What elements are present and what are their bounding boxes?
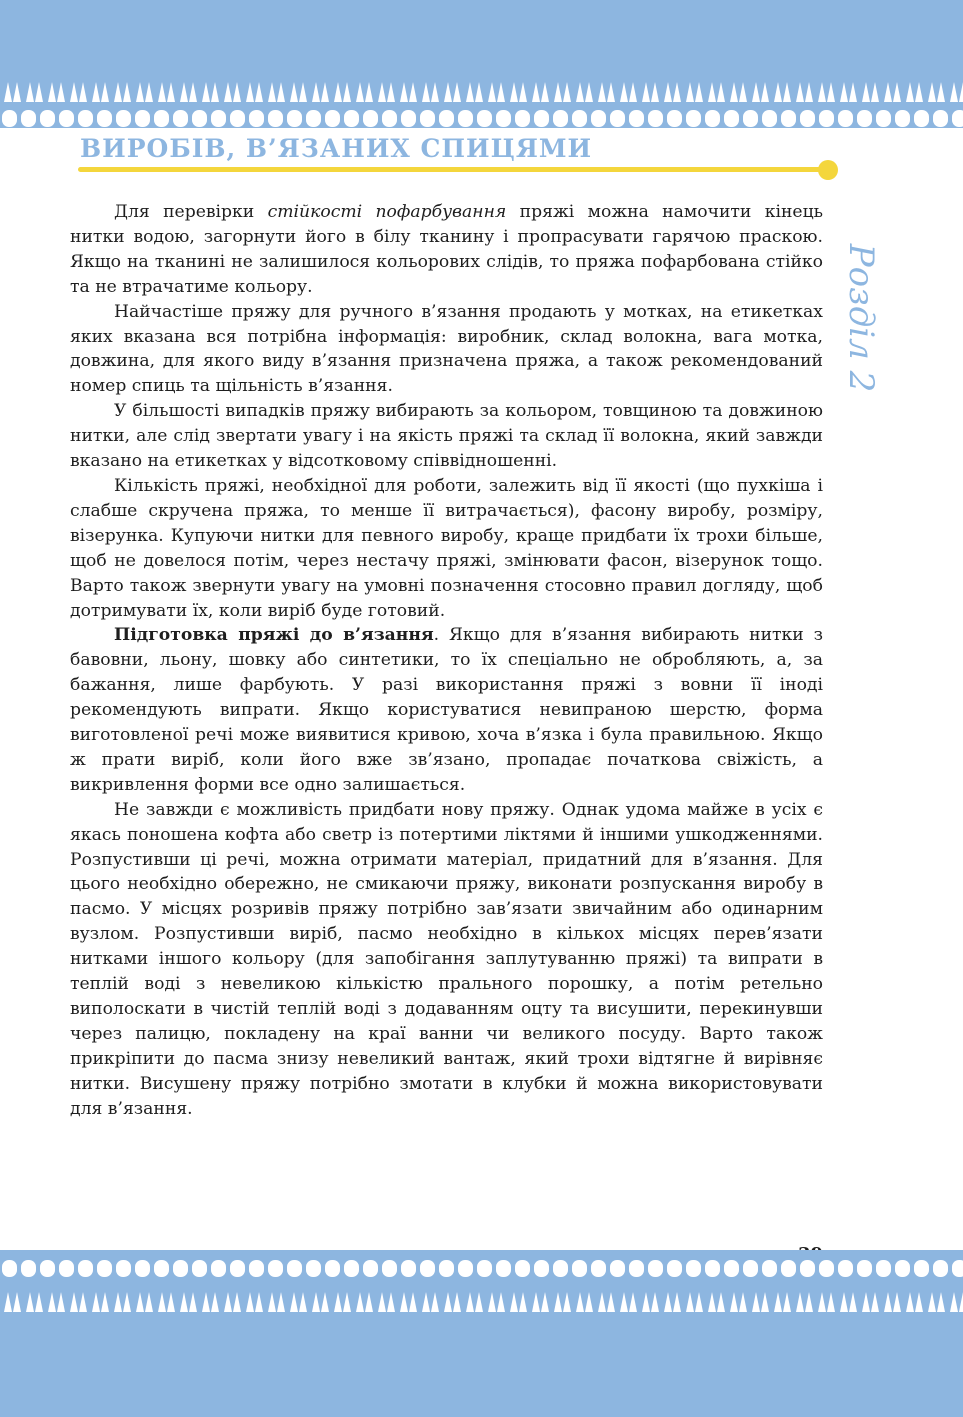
paragraph-dye-fastness	[70, 200, 823, 300]
paragraph-choosing-yarn: У більшості випадків пряжу вибирають за кольором, товщиною та довжиною нитки, але слід звертати увагу і на якість пряжі та склад її волокна, який завжди вказано на етикетках у відсотковому співвідношенні.	[70, 401, 823, 472]
body-text	[70, 200, 823, 1122]
paragraph-yarn-amount: Кількість пряжі, необхідної для роботи, залежить від її якості (що пухкіша і слабше скручена пряжа, то менше її витрачається), фасону виробу, розміру, візерунка. Купуючи нитки для певного виробу, краще придбати їх трохи більше, щоб не довелося потім, через нестачу пряжі, змінювати фасон, візерунок тощо. Варто також звернути увагу на умовні позначення стосовно правил догляду, щоб дотримувати їх, коли виріб буде готовий.	[70, 475, 823, 621]
bottom-chevron-border	[0, 1288, 963, 1316]
paragraph-reusing-yarn: Не завжди є можливість придбати нову пряжу. Однак удома майже в усіх є якась поношена кофта або светр із потертими ліктями й іншими ушкодженнями. Розпустивши ці речі, можна отримати матеріал, придатний для в’язання. Для цього необхідно обережно, не смикаючи пряжу, виконати розпускання виробу в пасмо. У місцях розривів пряжу потрібно зав’язати звичайним або одинарним вузлом. Розпустивши виріб, пасмо необхідно в кількох місцях перев’язати нитками іншого кольору (для запобігання заплутуванню пряжі) та випрати в теплій воді з невеликою кількістю прального порошку, а потім ретельно виполоскати в чистій теплій воді з додаванням оцту та висушити, перекинувши через палицю, покладену на краї ванни чи великого посуду. Варто також прикріпити до пасма знизу невеликий вантаж, який трохи відтягне й вирівняє нитки. Висушену пряжу потрібно змотати в клубки й можна використовувати для в’язання.	[70, 799, 823, 1119]
bottom-scallop-border	[0, 1258, 963, 1280]
chapter-label: Розділ 2	[841, 243, 881, 393]
paragraph-yarn-preparation	[70, 623, 823, 797]
title-underline	[78, 167, 828, 172]
paragraph-skeins: Найчастіше пряжу для ручного в’язання продають у мотках, на етикетках яких вказана вся потрібна інформація: виробник, склад волокна, вага мотка, довжина, для якого виду в’язання призначена пряжа, а також рекомендований номер спиць та щільність в’язання.	[70, 301, 823, 397]
bold-term: Підготовка пряжі до в’язання	[114, 625, 434, 646]
paragraph-text: Для перевірки	[114, 202, 268, 222]
paragraph-text: пряжі можна намочити кінець нитки водою, загорнути його в білу тканину і пропрасувати гарячою праскою. Якщо на тканині не залишилося кольорових слідів, то пряжа пофарбована стійко та не втрачатиме кольору.	[70, 202, 823, 297]
paragraph-text: . Якщо для в’язання вибирають нитки з бавовни, льону, шовку або синтетики, то їх спеціально не обробляють, а, за бажання, лише фарбують. У разі використання пряжі з вовни її іноді рекомендують випрати. Якщо користуватися невипраною шерстю, форма виготовленої речі може виявитися кривою, хоча в’язка і була правильною. Якщо ж прати виріб, коли його вже зв’язано, пропадає початкова свіжість, а викривлення форми все одно залишається.	[70, 625, 823, 795]
title-underline-dot	[818, 160, 838, 180]
top-chevron-border	[0, 78, 963, 106]
section-title: ВИРОБІВ, В’ЯЗАНИХ СПИЦЯМИ	[80, 134, 593, 163]
emphasis-term: стійкості пофарбування	[267, 202, 507, 222]
chapter-marker	[838, 228, 884, 408]
top-scallop-border	[0, 108, 963, 130]
